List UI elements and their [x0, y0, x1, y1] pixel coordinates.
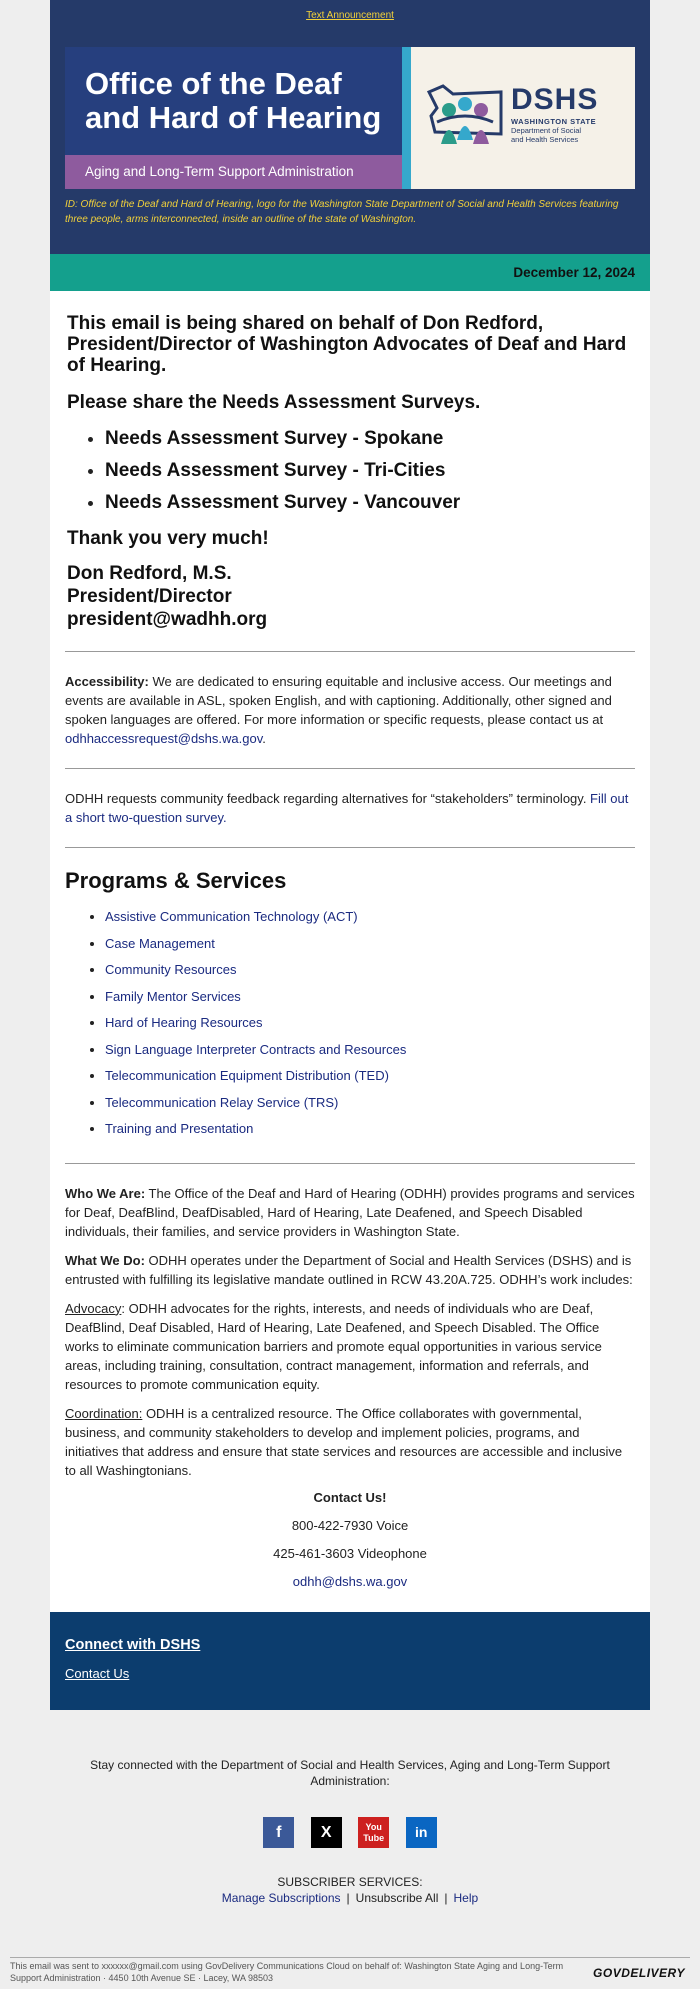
coordination	[65, 1404, 635, 1480]
list-item	[105, 957, 635, 984]
footer	[0, 1757, 700, 1905]
banner-title-line2: and Hard of Hearing	[85, 100, 382, 135]
subscriber-services-title: SUBSCRIBER SERVICES:	[277, 1875, 423, 1889]
survey-link-vancouver[interactable]: Needs Assessment Survey - Vancouver	[105, 492, 461, 513]
program-link-ted[interactable]: Telecommunication Equipment Distribution (TED)	[105, 1068, 389, 1083]
coordination-text: ODHH is a centralized resource. The Office collaborates with governmental, business, and community stakeholders to develop and implement policies, programs, and initiatives that address and ensure that state services and resources are accessible and inclusive to all Washingtonians.	[65, 1405, 623, 1478]
feedback-survey-link[interactable]: Fill out a short two-question survey.	[65, 791, 629, 825]
email-date: December 12, 2024	[513, 265, 635, 280]
signature-title: President/Director	[67, 586, 232, 607]
dshs-logo-line1: Department of Social	[511, 126, 582, 135]
thanks-text: Thank you very much!	[67, 528, 269, 549]
disclaimer-post: using GovDelivery Communications Cloud on behalf of: Washington State Aging and Long-Term Support Administration · 4450 10th Avenue SE · Lacey, WA 98503	[10, 1961, 564, 1983]
advocacy-text: : ODHH advocates for the rights, interests, and needs of individuals who are Deaf, DeafBlind, Deaf Disabled, Hard of Hearing, Late Deafened, and Speech Disabled. The Office works to eliminate communication barriers and promote equal opportunities in various service areas, including training, consultation, contract management, information and referrals, and resources to promote communication equity.	[65, 1300, 602, 1392]
list-item	[105, 458, 635, 483]
banner-title-line1: Office of the Deaf	[85, 66, 342, 101]
advocacy	[65, 1299, 635, 1394]
program-link-act[interactable]: Assistive Communication Technology (ACT)	[105, 909, 358, 924]
signature	[67, 562, 635, 631]
contact-videophone: 425-461-3603 Videophone	[273, 1545, 427, 1561]
feedback-request	[65, 789, 635, 827]
list-item	[105, 1063, 635, 1090]
about-section	[65, 1184, 635, 1480]
programs-heading: Programs & Services	[65, 868, 287, 893]
image-description: ID: Office of the Deaf and Hard of Hearing, logo for the Washington State Department of Social and Health Services featuring three people, arms interconnected, inside an outline of the state of Washington.	[65, 199, 619, 225]
accessibility-label: Accessibility:	[65, 674, 149, 689]
dshs-logo-sub	[511, 117, 631, 144]
x-twitter-icon[interactable]: X	[311, 1817, 342, 1848]
advocacy-label: Advocacy	[65, 1300, 122, 1316]
signature-email: president@wadhh.org	[67, 609, 268, 630]
program-link-training[interactable]: Training and Presentation	[105, 1121, 254, 1136]
youtube-icon[interactable]: You Tube	[358, 1817, 389, 1848]
separator: |	[346, 1891, 350, 1905]
who-we-are	[65, 1184, 635, 1241]
social-links	[0, 1817, 700, 1848]
list-item	[105, 904, 635, 931]
email-container	[50, 0, 650, 1710]
survey-list	[65, 426, 635, 515]
contact-title: Contact Us!	[313, 1489, 387, 1505]
list-item	[105, 490, 635, 515]
separator: |	[444, 1891, 448, 1905]
survey-link-spokane[interactable]: Needs Assessment Survey - Spokane	[105, 428, 444, 449]
who-label: Who We Are:	[65, 1185, 146, 1201]
feedback-text: ODHH requests community feedback regarding alternatives for “stakeholders” terminology.	[65, 791, 591, 806]
divider	[65, 1163, 635, 1164]
list-item	[105, 1037, 635, 1064]
footer-divider	[10, 1957, 690, 1958]
program-link-community-resources[interactable]: Community Resources	[105, 962, 237, 977]
what-text: ODHH operates under the Department of Social and Health Services (DSHS) and is entrusted with fulfilling its legislative mandate outlined in RCW 43.20A.725. ODHH’s work includes:	[65, 1252, 633, 1287]
dshs-logo-text: DSHS	[511, 83, 599, 116]
program-link-case-management[interactable]: Case Management	[105, 935, 215, 951]
text-announcement-link[interactable]: Text Announcement	[306, 10, 394, 21]
dshs-logo-panel	[411, 47, 635, 189]
divider	[65, 847, 635, 848]
dshs-logo-state: WASHINGTON STATE	[511, 117, 597, 126]
banner-title	[85, 67, 395, 135]
list-item	[105, 1116, 635, 1143]
email-header	[50, 0, 650, 254]
contact-us-link[interactable]: Contact Us	[65, 1665, 130, 1681]
dshs-wordmark	[511, 85, 631, 144]
date-bar	[50, 254, 650, 291]
connect-dshs-link[interactable]: Connect with DSHS	[65, 1636, 201, 1653]
contact-email-link[interactable]: odhh@dshs.wa.gov	[292, 1573, 408, 1589]
govdelivery-logo: GOVDELIVERY	[593, 1966, 685, 1980]
access-request-email-link[interactable]: odhhaccessrequest@dshs.wa.gov	[65, 731, 263, 746]
accessibility-end: .	[262, 731, 266, 746]
banner-subtitle: Aging and Long-Term Support Administration	[65, 155, 402, 189]
program-link-trs[interactable]: Telecommunication Relay Service (TRS)	[105, 1094, 339, 1110]
odhh-banner	[65, 47, 635, 189]
unsubscribe-all-link[interactable]: Unsubscribe All	[355, 1891, 439, 1905]
list-item	[105, 1090, 635, 1117]
lead-message: This email is being shared on behalf of Don Redford, President/Director of Washington Advocates of Deaf and Hard of Hearing.	[67, 313, 627, 376]
help-link[interactable]: Help	[453, 1891, 479, 1905]
coordination-label: Coordination:	[65, 1405, 143, 1421]
programs-list	[65, 904, 635, 1143]
footer-disclaimer	[10, 1960, 570, 1984]
what-label: What We Do:	[65, 1252, 145, 1268]
contact-voice: 800-422-7930 Voice	[291, 1517, 409, 1533]
list-item	[105, 984, 635, 1011]
share-request: Please share the Needs Assessment Surveys.	[67, 392, 481, 413]
recipient-email: xxxxxx@gmail.com	[101, 1961, 179, 1971]
stay-connected-text: Stay connected with the Department of Social and Health Services, Aging and Long-Term Support Administration:	[90, 1758, 610, 1788]
subscriber-links	[0, 1891, 700, 1905]
email-body	[50, 291, 650, 1612]
who-text: The Office of the Deaf and Hard of Hearing (ODHH) provides programs and services for Deaf, DeafBlind, DeafDisabled, Hard of Hearing, Late Deafened, and Speech Disabled individuals, their families, and service providers in Washington State.	[65, 1185, 635, 1239]
disclaimer-pre: This email was sent to	[10, 1961, 102, 1971]
divider	[65, 651, 635, 652]
dshs-logo-line2: and Health Services	[511, 135, 579, 144]
manage-subscriptions-link[interactable]: Manage Subscriptions	[221, 1891, 341, 1905]
facebook-icon[interactable]: f	[263, 1817, 294, 1848]
divider	[65, 768, 635, 769]
survey-link-tri-cities[interactable]: Needs Assessment Survey - Tri-Cities	[105, 460, 446, 481]
contact-section	[65, 1490, 635, 1589]
program-link-interpreter[interactable]: Sign Language Interpreter Contracts and Resources	[105, 1041, 407, 1057]
banner-divider	[402, 47, 411, 189]
dshs-people-logo-icon	[425, 82, 505, 152]
what-we-do	[65, 1251, 635, 1289]
program-link-family-mentor[interactable]: Family Mentor Services	[105, 988, 241, 1004]
banner-title-panel	[65, 47, 402, 189]
list-item	[105, 1010, 635, 1037]
accessibility-statement	[65, 672, 635, 748]
list-item	[105, 931, 635, 958]
linkedin-icon[interactable]: in	[406, 1817, 437, 1848]
program-link-hard-of-hearing[interactable]: Hard of Hearing Resources	[105, 1015, 263, 1030]
signature-name: Don Redford, M.S.	[67, 563, 232, 584]
accessibility-text: We are dedicated to ensuring equitable and inclusive access. Our meetings and events are available in ASL, spoken English, and with captioning. Additionally, other signed and spoken languages are offered. For more information or specific requests, please contact us at	[65, 674, 612, 727]
list-item	[105, 426, 635, 451]
connect-section	[50, 1612, 650, 1710]
